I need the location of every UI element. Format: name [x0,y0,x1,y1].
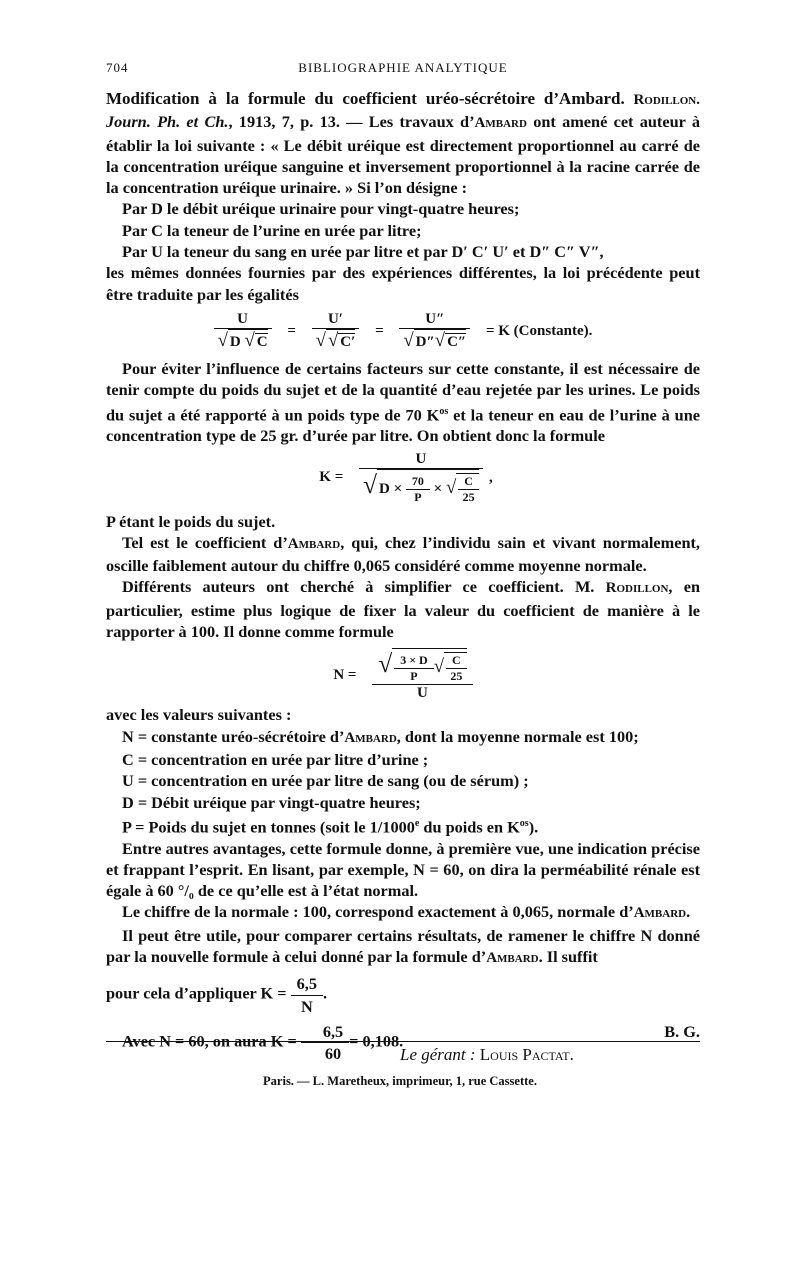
article-journal: Journ. Ph. et Ch. [106,112,229,132]
values-intro: avec les valeurs suivantes : [106,705,292,725]
gerant-name: Louis Pactat. [479,1045,574,1064]
ambard-name: Ambard [474,115,527,132]
running-head: BIBLIOGRAPHIE ANALYTIQUE [298,60,508,75]
equation-rodillon: N = √ $\frac{3 \times D}{P}$ √ $\frac{C}{25}$ U [106,648,700,702]
paragraph-advantages: Entre autres avantages, cette formule donne, à première vue, une indication précise et frappant l’esprit. En lisant, par exemple, N = 60, on dira la perméabilité rénale est égale à 60 °/₀ de ce qu’elle est à l’état normal. [106,838,700,901]
value-p: P = Poids du sujet en tonnes (soit le 1/1000e du poids en $K^{os}$). [122,817,539,837]
paragraph-example: Avec N = 60, on aura K = $\frac{6,5}{60}$ = 0,108. B. G. [122,1021,700,1064]
value-c: C = concentration en urée par litre d’urine ; [122,749,429,769]
definition-c: Par C la teneur de l’urine en urée par litre; [122,220,422,240]
printer-line: Paris. — L. Maretheux, imprimeur, 1, rue Cassette. [263,1074,537,1088]
paragraph-conversion: Il peut être utile, pour comparer certains résultats, de ramener le chiffre N donné par la nouvelle formule à celui donné par la formule d’Ambard. Il suffit [106,925,700,967]
equation-ambard-law: $\frac{U}{√ D √ C}$ = $\frac{U'}{√ √ C'}$ = $\frac{U''}{√ D''√ C''}$ = K (Constante). [106,311,700,352]
page-header [106,56,700,80]
paragraph-apply: pour cela d’appliquer K = $\frac{6,5}{N}$ . [106,974,328,1016]
article-author: Rodillon. [633,92,700,108]
article-intro [106,88,700,198]
values-list [106,726,700,838]
footer-rule [106,1041,700,1042]
value-u: U = concentration en urée par litre de sang (ou de sérum) ; [122,771,529,791]
article-title: Modification à la formule du coefficient uréo-sécrétoire d’Ambard. [106,89,625,108]
page-body [106,56,700,1065]
paragraph-coefficient: Tel est le coefficient d’Ambard, qui, chez l’individu sain et vivant normalement, oscille faiblement autour du chiffre 0,065 considéré comme moyenne normale. [106,532,700,576]
value-n: N = constante uréo-sécrétoire d’Ambard, dont la moyenne normale est 100; [122,726,639,746]
signature: B. G. [664,1021,700,1041]
equation-ambard-coefficient: K = U √ D × $\frac{70}{P}$ × √ $\frac{C}{25}$ , [319,450,493,504]
value-d: D = Débit uréique par vingt-quatre heures; [122,792,421,812]
definition-d: Par D le débit uréique urinaire pour vingt-quatre heures; [122,199,520,219]
gerant-label: Le gérant : [400,1045,476,1064]
intro-text: ont amené cet auteur à établir la loi suivante : « Le débit uréique est directement proportionnel au carré de la concentration uréique sanguine et inversement proportionnel à la racine carrée de la concentration uréique urinaire. » Si l’on désigne : [106,112,700,198]
gerant-line [400,1045,574,1065]
definition-u: Par U la teneur du sang en urée par litre et par D′ C′ U′ et D″ C″ V″, [122,242,604,262]
paragraph-weight: Pour éviter l’influence de certains facteurs sur cette constante, il est nécessaire de tenir compte du poids du sujet et de la quantité d’eau rejetée par les urines. Le poids du sujet a été rapporté à un poids type de 70 $K^{os}$ et la teneur en eau de l’urine à une concentration type de 25 gr. d’urée par litre. On obtient donc la formule [106,358,700,446]
paragraph-simplification: Différents auteurs ont cherché à simplifier ce coefficient. M. Rodillon, en particulier, estime plus logique de fixer la valeur du coefficient de manière à le rapporter à 100. Il donne comme formule [106,577,701,642]
page-number: 704 [106,60,129,75]
paragraph-normal: Le chiffre de la normale : 100, correspond exactement à 0,065, normale d’Ambard. [122,902,691,922]
p-definition: P étant le poids du sujet. [106,511,276,531]
article-citation: , 1913, 7, p. 13. — Les travaux d’ [228,112,475,132]
definition-continuation: les mêmes données fournies par des expériences différentes, la loi précédente peut être traduite par les égalités [106,263,700,304]
